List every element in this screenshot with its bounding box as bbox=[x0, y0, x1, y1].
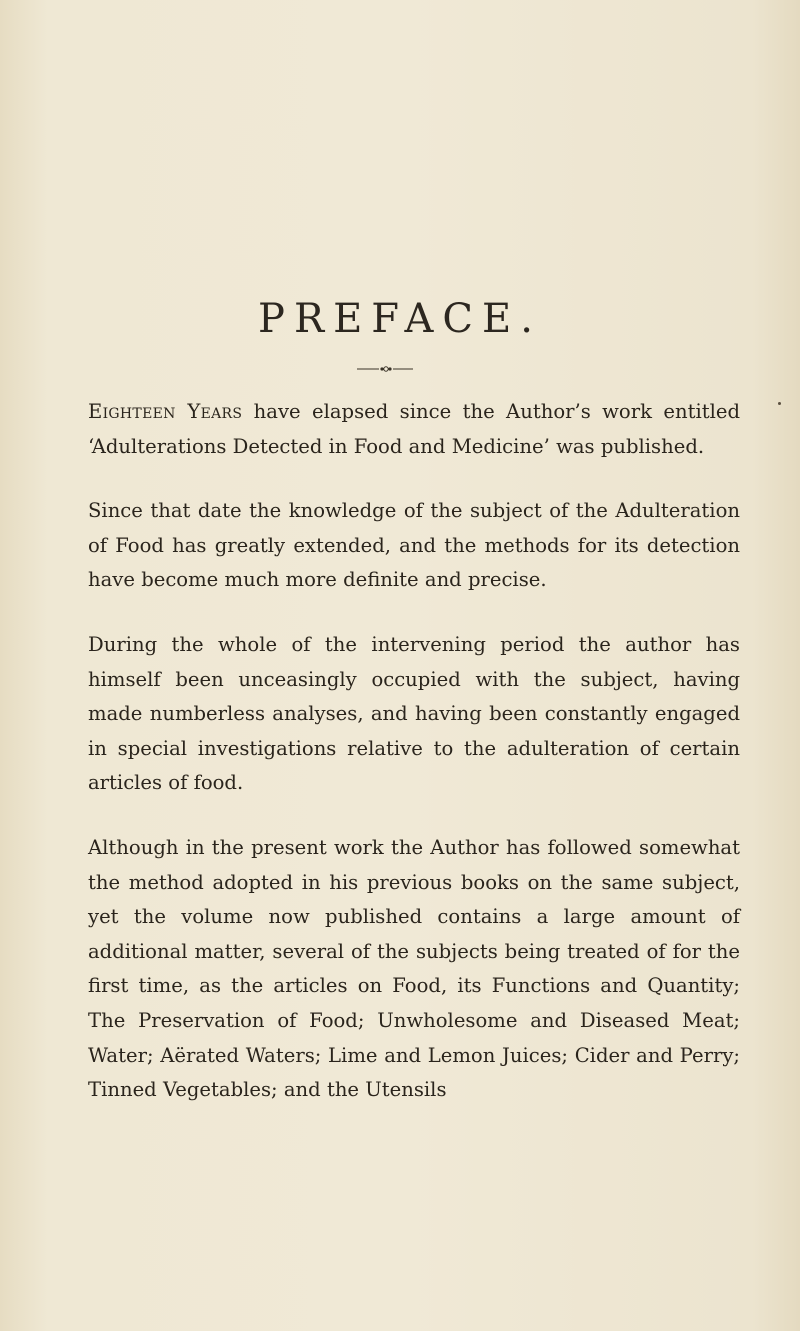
paragraph-text: Although in the present work the Author has followed somewhat the method adopted in his previous books on the same subject, yet the volume now published contains a large amount of additional matter, several of the subjects being treated of for the first time, as the articles on Food, its Functions and Quantity; The Preservation of Food; Unwholesome and Diseased Meat; Water; Aërated Waters; Lime and Lemon Juices; Cider and Perry; Tinned Vegetables; and the Utensils bbox=[88, 835, 740, 1102]
page-title: PREFACE. bbox=[258, 296, 542, 342]
margin-speck bbox=[778, 402, 781, 405]
paragraph-text: Since that date the knowledge of the subject of the Adulteration of Food has greatly extended, and the methods for its detection have become much more definite and precise. bbox=[88, 499, 740, 592]
paragraph-text: During the whole of the intervening period the author has himself been unceasingly occupied with the subject, having made numberless analyses, and having been constantly engaged in special investigations relative to the adulteration of certain articles of food. bbox=[88, 632, 740, 795]
paragraph-4 bbox=[88, 831, 740, 1108]
title-rule-ornament bbox=[357, 366, 413, 372]
paragraph-text: have elapsed since the Author’s work entitled ‘Adulterations Detected in Food and Medicine’ was published. bbox=[88, 400, 740, 458]
preface-body bbox=[88, 395, 740, 1108]
paragraph-1 bbox=[88, 395, 740, 464]
paragraph-2 bbox=[88, 494, 740, 598]
paragraph-3 bbox=[88, 628, 740, 801]
paragraph-lead: Eighteen Years bbox=[88, 400, 243, 423]
